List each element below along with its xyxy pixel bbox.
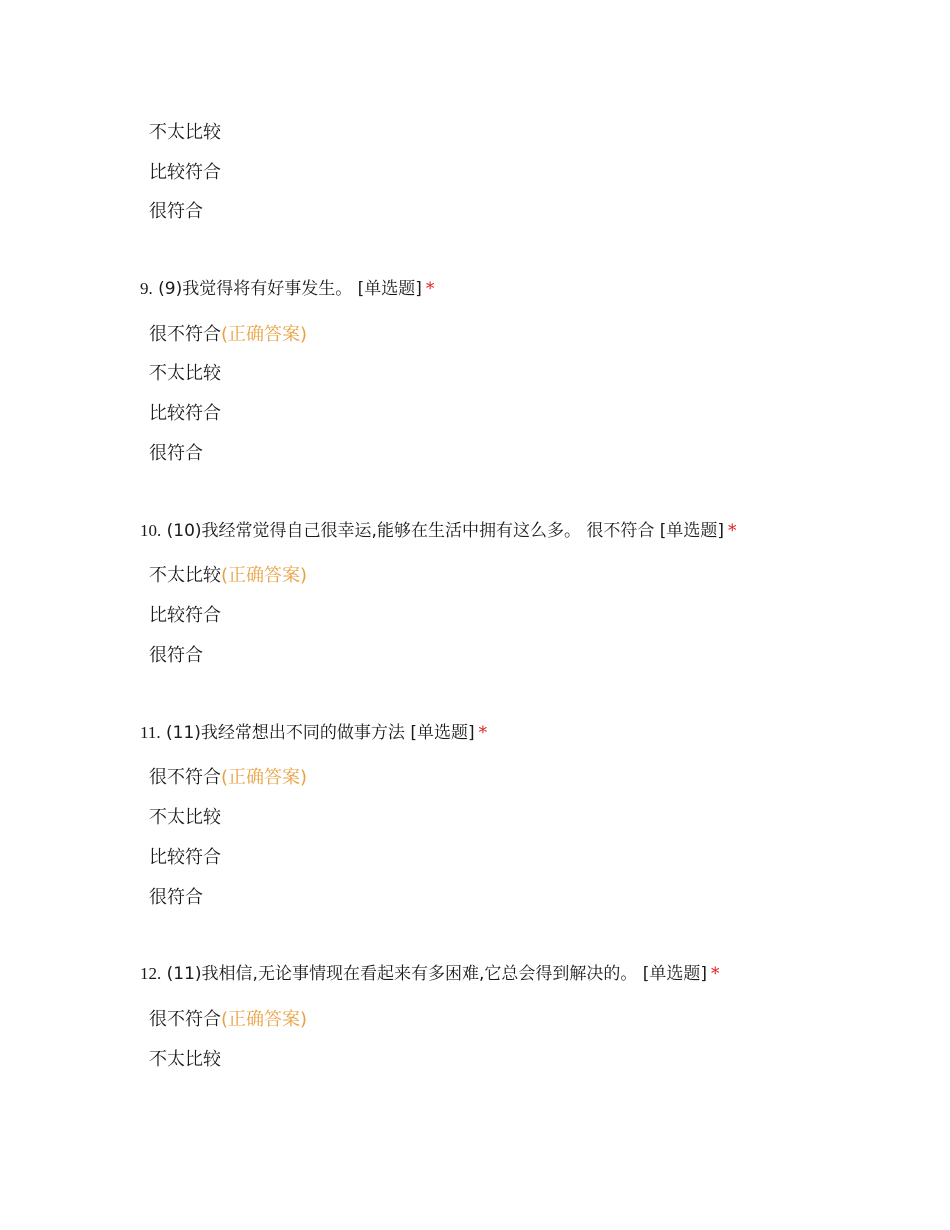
option-item[interactable] <box>149 644 203 668</box>
option-item[interactable] <box>149 886 203 910</box>
option-label: 不太比较 <box>149 807 221 828</box>
question-type: [单选题] <box>357 279 422 299</box>
option-label: 很符合 <box>149 201 203 222</box>
option-label: 很符合 <box>149 645 203 666</box>
option-item[interactable] <box>149 362 221 386</box>
question-title <box>140 721 487 745</box>
question-text: (11)我经常想出不同的做事方法 <box>166 723 405 743</box>
option-item[interactable] <box>149 121 221 145</box>
required-mark: * <box>711 964 720 984</box>
question-text: (9)我觉得将有好事发生。 <box>158 279 353 299</box>
question-text: (10)我经常觉得自己很幸运,能够在生活中拥有这么多。 很不符合 <box>166 521 655 541</box>
required-mark: * <box>425 279 435 299</box>
option-label: 不太比较 <box>149 363 221 384</box>
correct-answer-tag: (正确答案) <box>221 1009 308 1030</box>
option-item[interactable] <box>149 766 307 790</box>
option-label: 比较符合 <box>149 162 221 183</box>
option-label: 比较符合 <box>149 403 221 424</box>
question-number: 12. <box>140 964 162 983</box>
option-item[interactable] <box>149 806 221 830</box>
option-item[interactable] <box>149 323 307 347</box>
question-type: [单选题] <box>642 964 708 984</box>
option-item[interactable] <box>149 200 203 224</box>
correct-answer-tag: (正确答案) <box>221 565 308 586</box>
option-label: 比较符合 <box>149 847 221 868</box>
correct-answer-tag: (正确答案) <box>221 324 308 345</box>
option-item[interactable] <box>149 161 221 185</box>
question-number: 9. <box>140 279 153 298</box>
option-item[interactable] <box>149 846 221 870</box>
option-label: 很符合 <box>149 443 203 464</box>
question-type: [单选题] <box>410 723 475 743</box>
question-type: [单选题] <box>659 521 725 541</box>
option-item[interactable] <box>149 564 307 588</box>
option-label: 不太比较 <box>149 565 221 586</box>
option-item[interactable] <box>149 604 221 628</box>
question-title <box>140 962 720 986</box>
option-label: 很不符合 <box>149 1009 221 1030</box>
option-label: 不太比较 <box>149 122 221 143</box>
option-item[interactable] <box>149 442 203 466</box>
question-text: (11)我相信,无论事情现在看起来有多困难,它总会得到解决的。 <box>166 964 638 984</box>
option-label: 很符合 <box>149 887 203 908</box>
option-item[interactable] <box>149 1048 221 1072</box>
option-label: 不太比较 <box>149 1049 221 1070</box>
question-title <box>140 519 737 543</box>
option-item[interactable] <box>149 1008 307 1032</box>
option-label: 很不符合 <box>149 324 221 345</box>
option-item[interactable] <box>149 402 221 426</box>
correct-answer-tag: (正确答案) <box>221 767 308 788</box>
question-title <box>140 277 434 301</box>
question-number: 11. <box>140 723 161 742</box>
option-label: 很不符合 <box>149 767 221 788</box>
option-label: 比较符合 <box>149 605 221 626</box>
required-mark: * <box>478 723 488 743</box>
question-number: 10. <box>140 521 162 540</box>
required-mark: * <box>728 521 737 541</box>
